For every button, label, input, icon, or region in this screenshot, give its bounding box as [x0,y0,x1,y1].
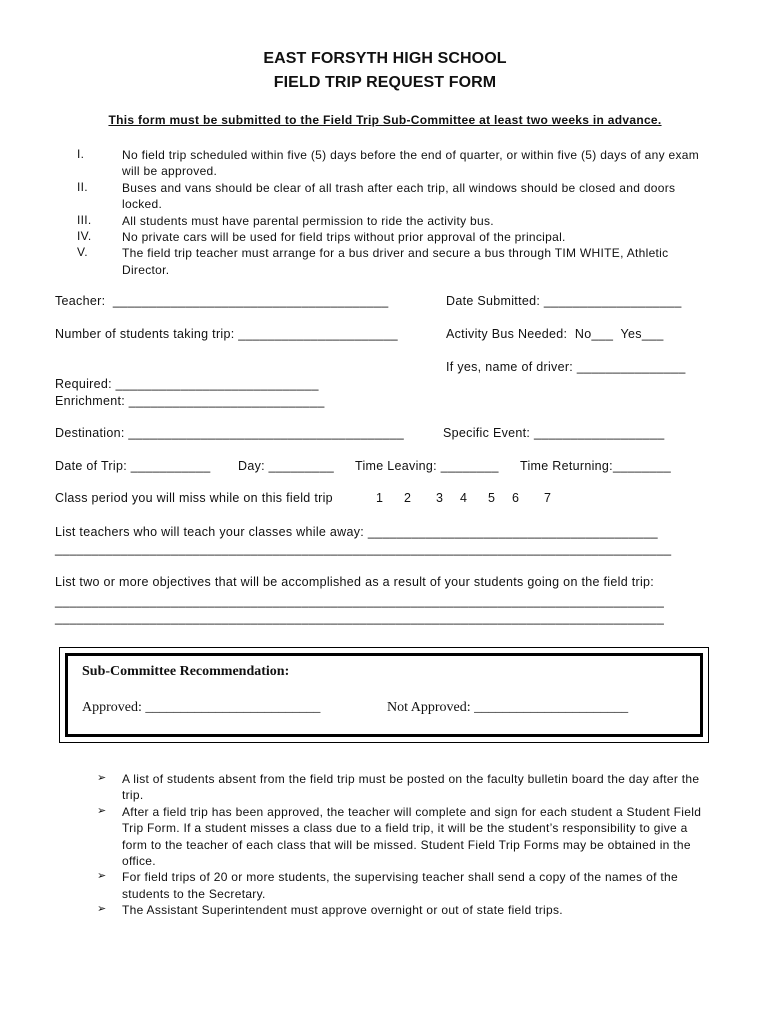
rule-text: No private cars will be used for field trips without prior approval of the principal. [122,230,566,245]
note-text: After a field trip has been approved, the teacher will complete and sign for each student a Student Field Trip Form. If a student misses a class due to a field trip, it will be the student’s responsibility to give a form to the teacher of each class that will be missed. Student Field Trip Forms may be obtained in the office. [122,804,702,869]
time-returning-field[interactable]: Time Returning:________ [520,459,671,473]
school-name: EAST FORSYTH HIGH SCHOOL [263,50,507,67]
teachers-list-line[interactable]: _____________________________________________________________________________________ [55,542,672,556]
rule-item [0,180,770,213]
sub-committee-inner-box [65,653,703,737]
day-field[interactable]: Day: _________ [238,459,334,473]
period-option[interactable]: 3 [436,491,443,505]
date-of-trip-field[interactable]: Date of Trip: ___________ [55,459,211,473]
sub-committee-title: Sub-Committee Recommendation: [82,664,290,679]
approved-field[interactable]: Approved: _________________________ [82,700,321,715]
objectives-label: List two or more objectives that will be accomplished as a result of your students going on the field trip: [55,575,655,589]
period-option[interactable]: 5 [488,491,495,505]
note-item [0,869,770,902]
rule-number: V. [77,245,88,260]
rule-item [0,245,770,278]
notes-list [0,771,770,919]
arrowhead-bullet-icon: ➢ [97,771,107,784]
class-period-label: Class period you will miss while on this field trip [55,491,333,505]
rules-list [0,147,770,278]
note-text: A list of students absent from the field trip must be posted on the faculty bulletin board the day after the trip. [122,772,700,803]
rule-item [0,147,770,180]
rule-item [0,213,770,229]
note-item [0,902,770,918]
note-item [0,804,770,870]
period-option[interactable]: 7 [544,491,551,505]
arrowhead-bullet-icon: ➢ [97,902,107,916]
required-field[interactable]: Required: ____________________________ [55,377,319,391]
rule-text: No field trip scheduled within five (5) days before the end of quarter, or within five (5) days of any exam will be approved. [122,148,700,179]
arrowhead-bullet-icon: ➢ [97,869,107,883]
enrichment-field[interactable]: Enrichment: ___________________________ [55,394,325,408]
objectives-line[interactable]: ____________________________________________________________________________________ [55,611,665,625]
rule-text: The field trip teacher must arrange for a bus driver and secure a bus through TIM WHITE, Athletic Director. [122,246,669,277]
period-option[interactable]: 2 [404,491,411,505]
note-text: For field trips of 20 or more students, the supervising teacher shall send a copy of the names of the students to the Secretary. [122,870,678,901]
objectives-line[interactable]: ____________________________________________________________________________________ [55,594,665,608]
period-option[interactable]: 1 [376,491,383,505]
submission-notice: This form must be submitted to the Field Trip Sub-Committee at least two weeks in advance. [108,113,662,127]
rule-number: I. [77,147,85,161]
teachers-list-field[interactable]: List teachers who will teach your classes while away: ________________________________________ [55,525,658,539]
teacher-field[interactable]: Teacher: ______________________________________ [55,294,389,308]
rule-number: III. [77,212,92,227]
period-option[interactable]: 6 [512,491,519,505]
rule-number: IV. [77,229,92,244]
specific-event-field[interactable]: Specific Event: __________________ [443,426,665,440]
period-option[interactable]: 4 [460,491,467,505]
driver-name-field[interactable]: If yes, name of driver: _______________ [446,360,686,374]
rule-text: Buses and vans should be clear of all trash after each trip, all windows should be closed and doors locked. [122,180,676,212]
num-students-field[interactable]: Number of students taking trip: ______________________ [55,327,398,341]
bus-needed-field[interactable]: Activity Bus Needed: No___ Yes___ [446,327,664,341]
rule-text: All students must have parental permission to ride the activity bus. [122,213,494,228]
note-item [0,771,770,804]
rule-item [0,229,770,245]
time-leaving-field[interactable]: Time Leaving: ________ [355,459,499,473]
arrowhead-bullet-icon: ➢ [97,803,107,817]
sub-committee-box [59,647,709,743]
destination-field[interactable]: Destination: ______________________________________ [55,426,404,440]
form-title: FIELD TRIP REQUEST FORM [273,74,497,91]
rule-number: II. [77,179,88,194]
date-submitted-field[interactable]: Date Submitted: ___________________ [446,294,682,308]
note-text: The Assistant Superintendent must approve overnight or out of state field trips. [122,903,563,918]
not-approved-field[interactable]: Not Approved: ______________________ [387,700,629,715]
